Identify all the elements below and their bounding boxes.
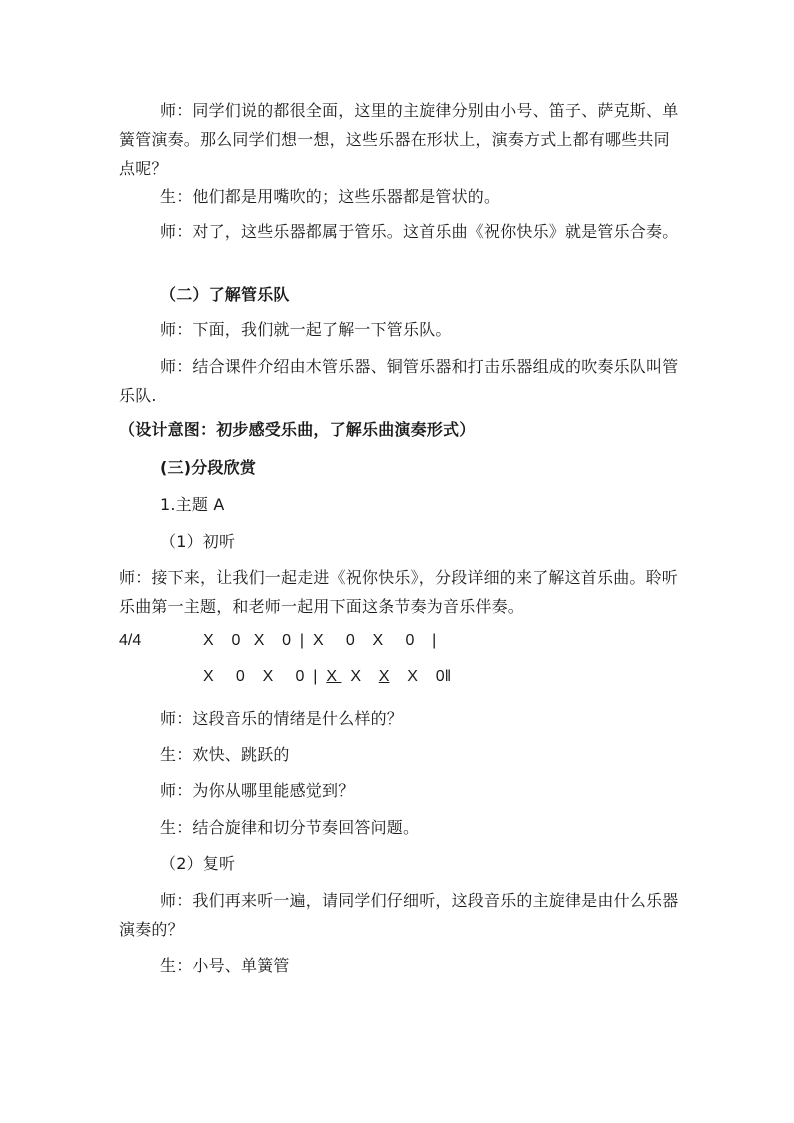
rhythm-segment: X 0‖ — [389, 668, 452, 685]
design-intent-text: （设计意图：初步感受乐曲，了解乐曲演奏形式） — [119, 420, 476, 439]
paragraph-teacher-listen: 师：接下来，让我们一起走进《祝你快乐》，分段详细的来了解这首乐曲。聆听乐曲第一主题，和老师一起用下面这条节奏为音乐伴奏。 — [119, 568, 679, 616]
second-listen-heading: （2）复听 — [160, 854, 236, 873]
paragraph-student-why: 生：结合旋律和切分节奏回答问题。 — [160, 818, 420, 837]
paragraph-teacher-mood: 师：这段音乐的情绪是什么样的？ — [160, 709, 404, 728]
rhythm-segment: X — [341, 668, 379, 685]
rhythm-underlined-note: X — [378, 668, 390, 685]
paragraph-student-instruments: 生：小号、单簧管 — [160, 956, 290, 975]
paragraph-student-mood: 生：欢快、跳跃的 — [160, 745, 290, 764]
theme-a-heading: 1.主题 A — [160, 495, 225, 514]
section-heading-2: （二）了解管乐队 — [160, 285, 290, 304]
design-intent-note — [119, 415, 679, 444]
section-heading-3: (三)分段欣赏 — [160, 458, 257, 477]
paragraph-teacher-courseware: 师：结合课件介绍由木管乐器、铜管乐器和打击乐器组成的吹奏乐队叫管乐队. — [119, 357, 679, 405]
paragraph-teacher-why: 师：为你从哪里能感觉到？ — [160, 781, 355, 800]
rhythm-line-2 — [203, 666, 451, 688]
paragraph-teacher-intro: 师：同学们说的都很全面，这里的主旋律分别由小号、笛子、萨克斯、单簧管演奏。那么同学们想一想，这些乐器在形状上，演奏方式上都有哪些共同点呢？ — [119, 101, 679, 178]
paragraph-teacher-band: 师：下面，我们就一起了解一下管乐队。 — [160, 320, 452, 339]
first-listen-heading: （1）初听 — [160, 532, 236, 551]
rhythm-underlined-note: X — [326, 668, 342, 685]
rhythm-segment: X 0 X 0 | — [203, 668, 327, 685]
paragraph-teacher-wind: 师：对了，这些乐器都属于管乐。这首乐曲《祝你快乐》就是管乐合奏。 — [160, 222, 679, 241]
paragraph-student-answer-1: 生：他们都是用嘴吹的；这些乐器都是管状的。 — [160, 187, 501, 206]
time-signature: 4/4 — [119, 632, 142, 649]
paragraph-teacher-instruments: 师：我们再来听一遍，请同学们仔细听，这段音乐的主旋律是由什么乐器演奏的？ — [119, 891, 679, 939]
rhythm-line-1: X 0 X 0 | X 0 X 0 | — [203, 632, 437, 649]
